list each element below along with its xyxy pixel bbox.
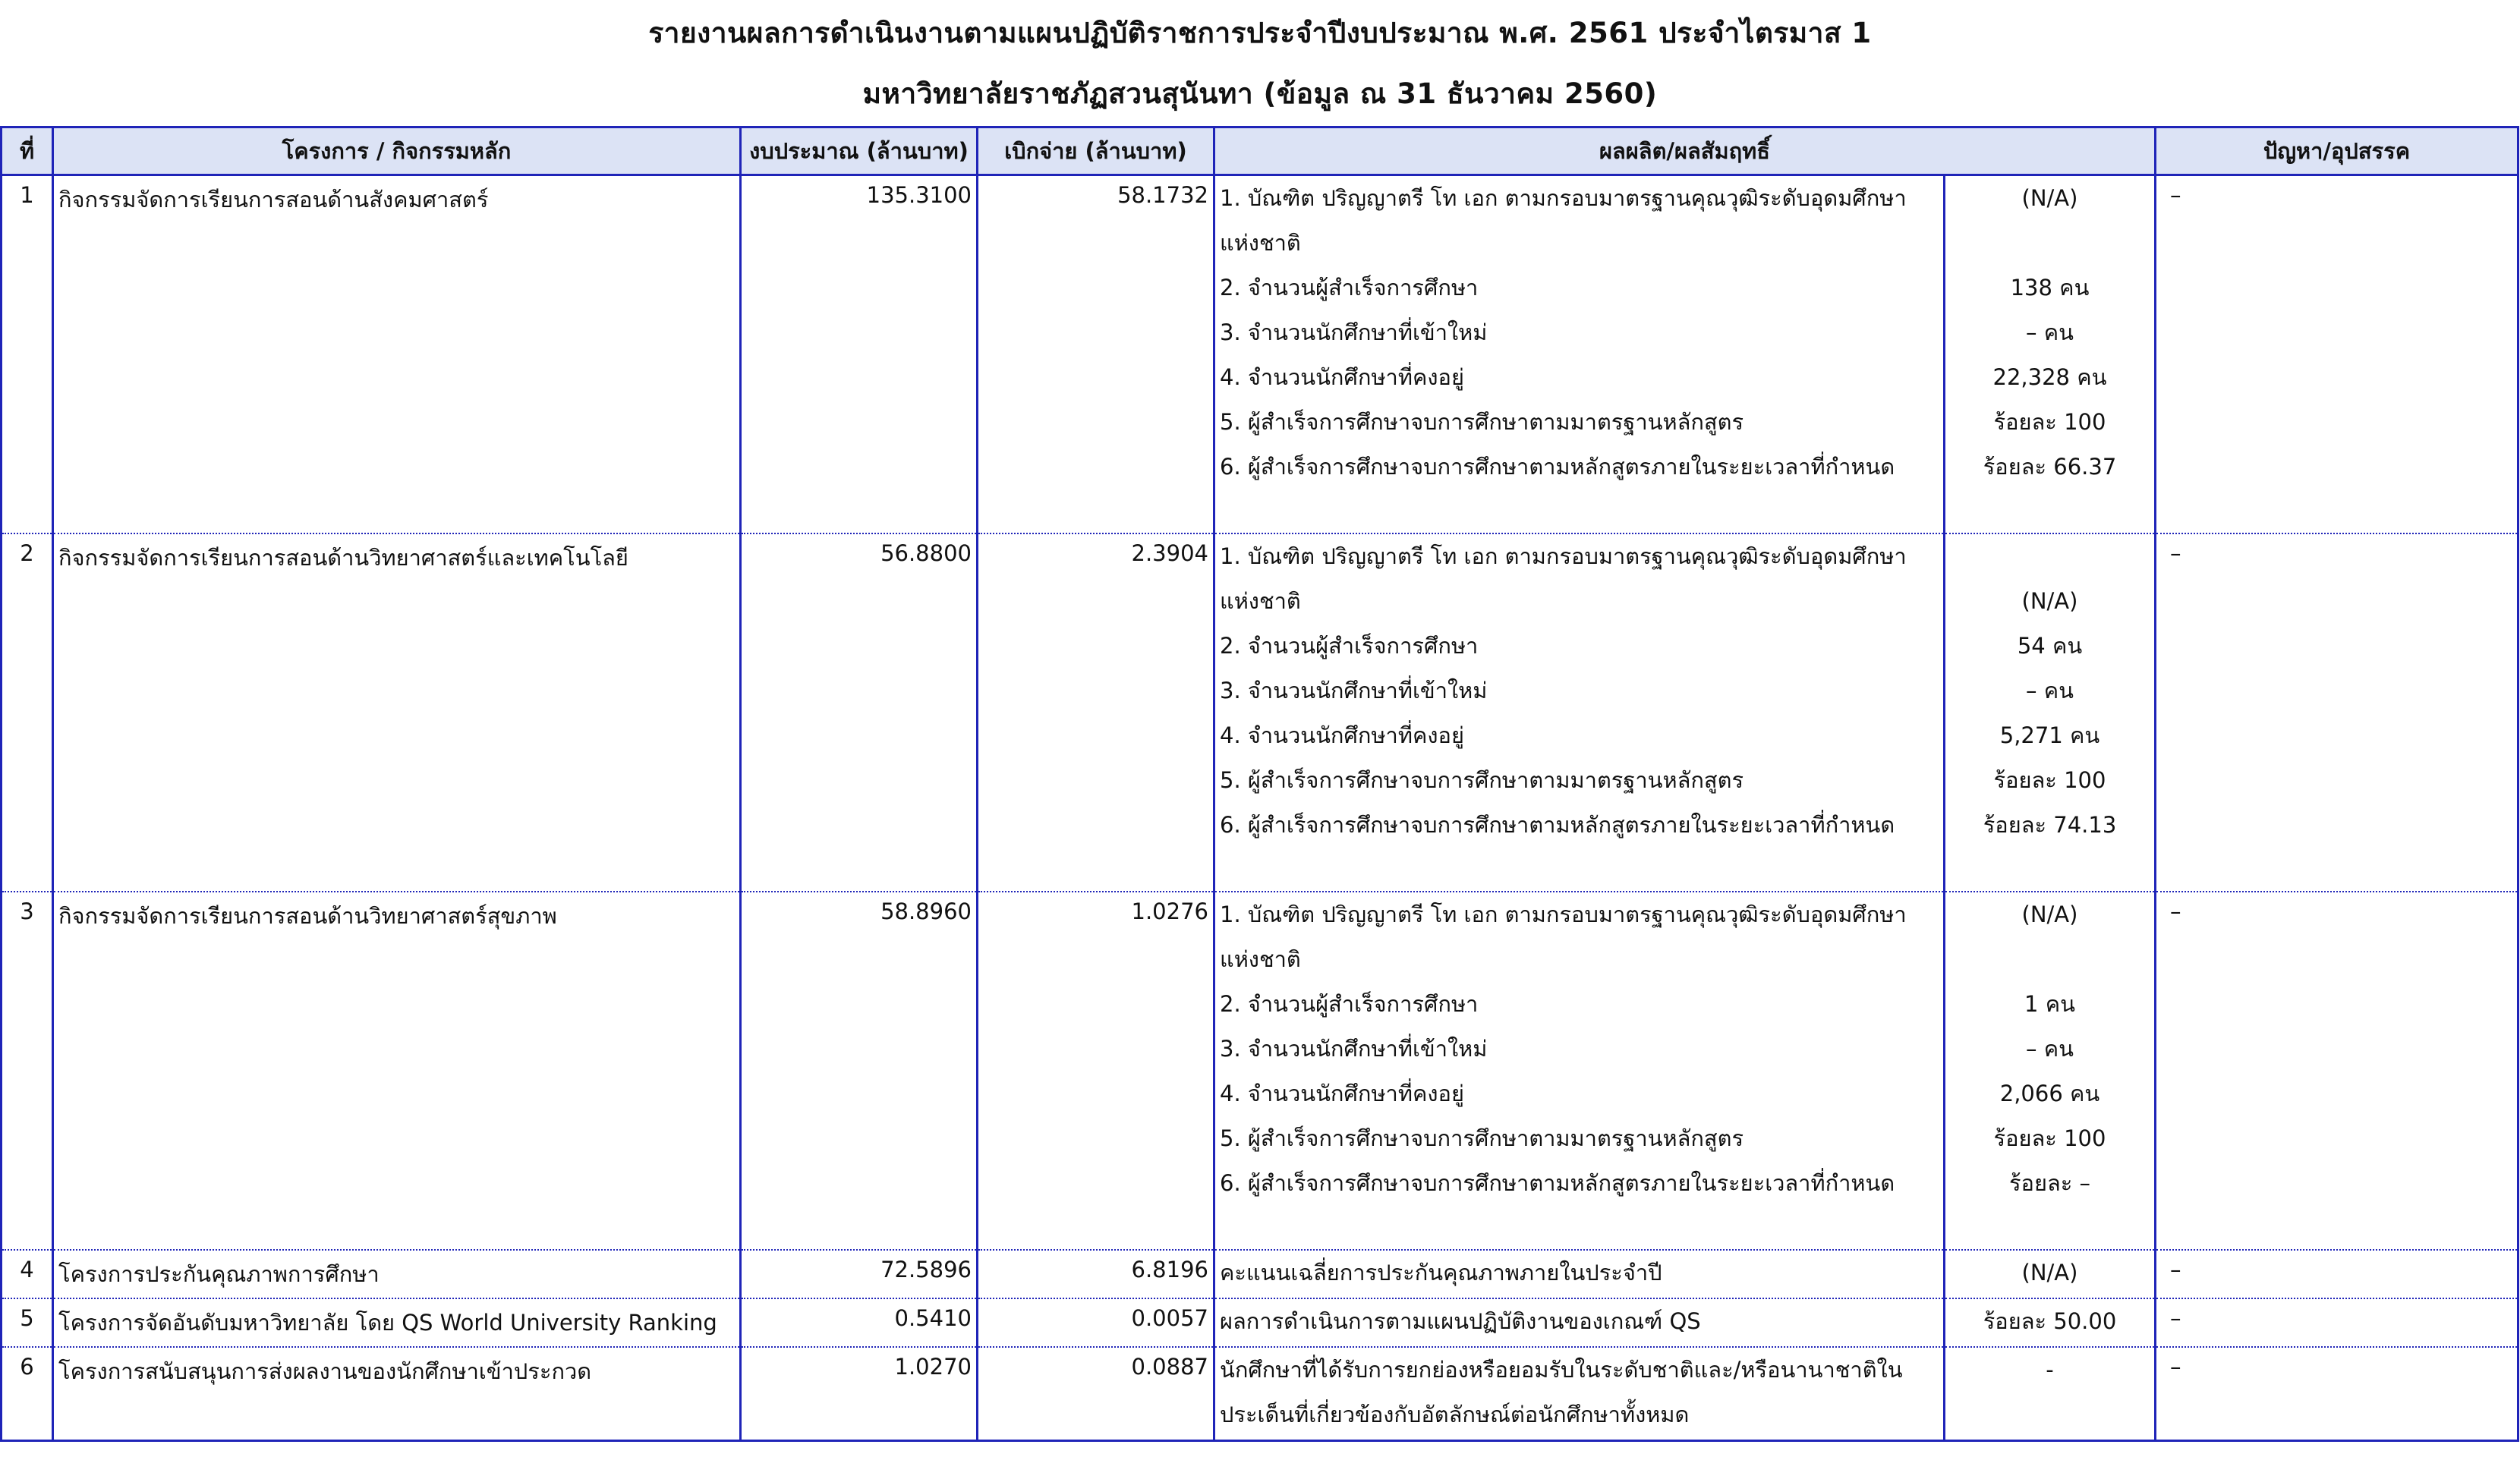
spent-value: 0.0887 (978, 1347, 1214, 1441)
output-value: (N/A) (2021, 587, 2078, 614)
budget-value: 56.8800 (741, 533, 978, 892)
output-item: 5. ผู้สำเร็จการศึกษาจบการศึกษาตามมาตรฐานหลักสูตร (1220, 766, 1744, 793)
output-item: 3. จำนวนนักศึกษาที่เข้าใหม่ (1220, 1035, 1488, 1062)
table-body (2, 175, 2518, 1441)
budget-value: 135.3100 (741, 175, 978, 533)
output-list (1214, 1347, 1945, 1441)
output-list (1214, 1298, 1945, 1347)
output-item: 3. จำนวนนักศึกษาที่เข้าใหม่ (1220, 677, 1488, 703)
output-values (1945, 533, 2156, 892)
header-row (2, 127, 2518, 175)
problem-text: – (2156, 1347, 2518, 1441)
project-name: กิจกรรมจัดการเรียนการสอนด้านวิทยาศาสตร์สุขภาพ (53, 892, 741, 1250)
budget-value: 0.5410 (741, 1298, 978, 1347)
output-list (1214, 1250, 1945, 1298)
table-row (2, 1250, 2518, 1298)
output-value: – คน (2026, 1035, 2074, 1062)
output-value: - (2046, 1356, 2054, 1383)
output-item: 3. จำนวนนักศึกษาที่เข้าใหม่ (1220, 319, 1488, 345)
output-item: 1. บัณฑิต ปริญญาตรี โท เอก ตามกรอบมาตรฐานคุณวุฒิระดับอุดมศึกษา (1220, 901, 1907, 927)
output-value: 22,328 คน (1992, 364, 2107, 390)
header-budget: งบประมาณ (ล้านบาท) (741, 127, 978, 175)
performance-table (0, 126, 2519, 1442)
output-value: ร้อยละ – (2008, 1169, 2091, 1196)
output-value: ร้อยละ 74.13 (1983, 811, 2117, 838)
output-item: 4. จำนวนนักศึกษาที่คงอยู่ (1220, 722, 1464, 748)
table-row (2, 1347, 2518, 1441)
output-value: (N/A) (2021, 185, 2078, 211)
budget-value: 72.5896 (741, 1250, 978, 1298)
output-value: 1 คน (2024, 990, 2075, 1017)
output-value: 138 คน (2010, 275, 2090, 301)
output-value (1950, 221, 2150, 266)
output-item: ประเด็นที่เกี่ยวข้องกับอัตลักษณ์ต่อนักศึกษาทั้งหมด (1220, 1401, 1690, 1427)
output-item: 2. จำนวนผู้สำเร็จการศึกษา (1220, 990, 1479, 1017)
spent-value: 58.1732 (978, 175, 1214, 533)
project-name: โครงการจัดอันดับมหาวิทยาลัย โดย QS World University Ranking (53, 1298, 741, 1347)
output-item: 6. ผู้สำเร็จการศึกษาจบการศึกษาตามหลักสูตรภายในระยะเวลาที่กำหนด (1220, 811, 1895, 838)
output-item: แห่งชาติ (1220, 946, 1301, 972)
output-item: 5. ผู้สำเร็จการศึกษาจบการศึกษาตามมาตรฐานหลักสูตร (1220, 409, 1744, 435)
output-values (1945, 1250, 2156, 1298)
output-value (1950, 937, 2150, 982)
project-name: โครงการประกันคุณภาพการศึกษา (53, 1250, 741, 1298)
output-value: – คน (2026, 677, 2074, 703)
spent-value: 0.0057 (978, 1298, 1214, 1347)
output-list (1214, 892, 1945, 1250)
output-item: แห่งชาติ (1220, 587, 1301, 614)
problem-text: – (2156, 892, 2518, 1250)
output-value: ร้อยละ 50.00 (1983, 1308, 2117, 1334)
output-values (1945, 175, 2156, 533)
output-item: 2. จำนวนผู้สำเร็จการศึกษา (1220, 632, 1479, 659)
output-value: ร้อยละ 100 (1993, 409, 2106, 435)
output-item: นักศึกษาที่ได้รับการยกย่องหรือยอมรับในระดับชาติและ/หรือนานาชาติใน (1220, 1356, 1903, 1383)
output-item: 4. จำนวนนักศึกษาที่คงอยู่ (1220, 1080, 1464, 1106)
output-value: – คน (2026, 319, 2074, 345)
output-value: ร้อยละ 100 (1993, 766, 2106, 793)
report-title-line-2: มหาวิทยาลัยราชภัฏสวนสุนันทา (ข้อมูล ณ 31 ธันวาคม 2560) (862, 77, 1658, 110)
table-row (2, 1298, 2518, 1347)
row-number: 6 (2, 1347, 53, 1441)
spent-value: 2.3904 (978, 533, 1214, 892)
row-number: 1 (2, 175, 53, 533)
budget-value: 1.0270 (741, 1347, 978, 1441)
output-item: คะแนนเฉลี่ยการประกันคุณภาพภายในประจำปี (1220, 1259, 1662, 1285)
header-output: ผลผลิต/ผลสัมฤทธิ์ (1214, 127, 2156, 175)
output-value: 54 คน (2017, 632, 2083, 659)
budget-value: 58.8960 (741, 892, 978, 1250)
output-value: 2,066 คน (1999, 1080, 2100, 1106)
header-project: โครงการ / กิจกรรมหลัก (53, 127, 741, 175)
project-name: กิจกรรมจัดการเรียนการสอนด้านวิทยาศาสตร์และเทคโนโลยี (53, 533, 741, 892)
output-item: 6. ผู้สำเร็จการศึกษาจบการศึกษาตามหลักสูตรภายในระยะเวลาที่กำหนด (1220, 1169, 1895, 1196)
output-item: 5. ผู้สำเร็จการศึกษาจบการศึกษาตามมาตรฐานหลักสูตร (1220, 1125, 1744, 1151)
output-list (1214, 533, 1945, 892)
table-row (2, 175, 2518, 533)
output-value: (N/A) (2021, 1259, 2078, 1285)
output-item: 1. บัณฑิต ปริญญาตรี โท เอก ตามกรอบมาตรฐานคุณวุฒิระดับอุดมศึกษา (1220, 185, 1907, 211)
output-item: 4. จำนวนนักศึกษาที่คงอยู่ (1220, 364, 1464, 390)
output-value: ร้อยละ 100 (1993, 1125, 2106, 1151)
project-name: กิจกรรมจัดการเรียนการสอนด้านสังคมศาสตร์ (53, 175, 741, 533)
spent-value: 6.8196 (978, 1250, 1214, 1298)
table-row (2, 892, 2518, 1250)
header-problem: ปัญหา/อุปสรรค (2156, 127, 2518, 175)
row-number: 4 (2, 1250, 53, 1298)
report-title-line-1: รายงานผลการดำเนินงานตามแผนปฏิบัติราชการประจำปีงบประมาณ พ.ศ. 2561 ประจำไตรมาส 1 (648, 17, 1872, 49)
output-item: 6. ผู้สำเร็จการศึกษาจบการศึกษาตามหลักสูตรภายในระยะเวลาที่กำหนด (1220, 454, 1895, 480)
output-item: 2. จำนวนผู้สำเร็จการศึกษา (1220, 275, 1479, 301)
output-list (1214, 175, 1945, 533)
header-no: ที่ (2, 127, 53, 175)
output-value (1950, 534, 2150, 579)
problem-text: – (2156, 1250, 2518, 1298)
output-value: 5,271 คน (1999, 722, 2100, 748)
row-number: 3 (2, 892, 53, 1250)
project-name: โครงการสนับสนุนการส่งผลงานของนักศึกษาเข้าประกวด (53, 1347, 741, 1441)
output-values (1945, 1347, 2156, 1441)
output-values (1945, 892, 2156, 1250)
output-value: (N/A) (2021, 901, 2078, 927)
spent-value: 1.0276 (978, 892, 1214, 1250)
problem-text: – (2156, 533, 2518, 892)
row-number: 5 (2, 1298, 53, 1347)
row-number: 2 (2, 533, 53, 892)
output-value: ร้อยละ 66.37 (1983, 454, 2117, 480)
output-item: แห่งชาติ (1220, 230, 1301, 256)
problem-text: – (2156, 175, 2518, 533)
output-values (1945, 1298, 2156, 1347)
problem-text: – (2156, 1298, 2518, 1347)
output-item: 1. บัณฑิต ปริญญาตรี โท เอก ตามกรอบมาตรฐานคุณวุฒิระดับอุดมศึกษา (1220, 543, 1907, 569)
table-row (2, 533, 2518, 892)
header-spent: เบิกจ่าย (ล้านบาท) (978, 127, 1214, 175)
output-item: ผลการดำเนินการตามแผนปฏิบัติงานของเกณฑ์ QS (1220, 1308, 1701, 1334)
